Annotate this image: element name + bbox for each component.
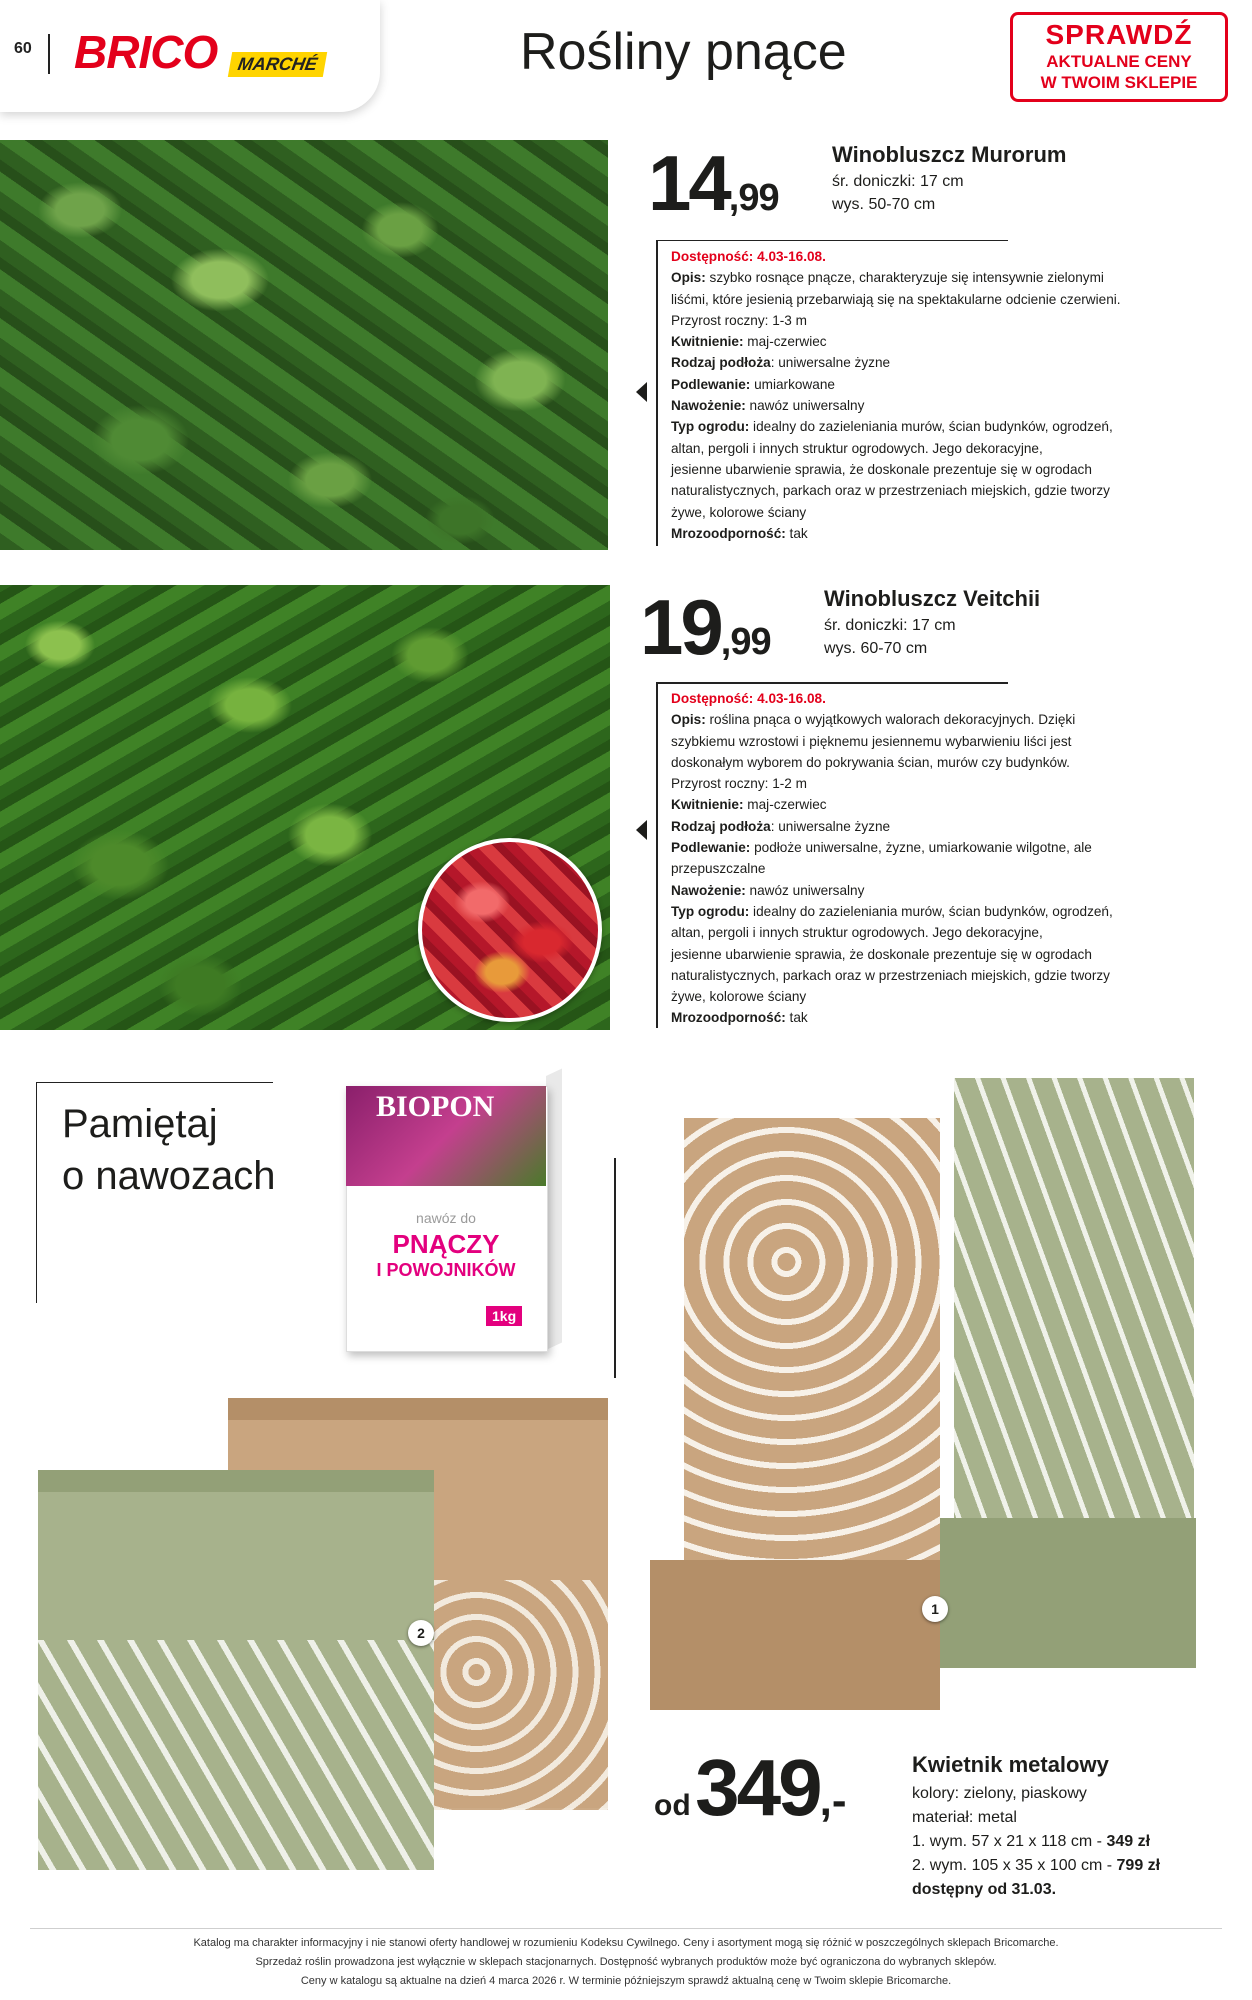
product-height: wys. 50-70 cm [832, 196, 936, 213]
remember-heading [62, 1098, 275, 1202]
brico-marche-logo [74, 22, 344, 82]
description-text: jesienne ubarwienie sprawia, że doskonale prezentuje się w ogrodach [671, 946, 1092, 962]
green-planter-pattern [38, 1640, 434, 1870]
variant-2-dimensions: 2. wym. 105 x 35 x 100 cm - [912, 1857, 1117, 1874]
description-lines [671, 709, 1231, 1028]
description-text: żywe, kolorowe ściany [671, 989, 807, 1005]
page-title: Rośliny pnące [520, 23, 847, 81]
autumn-leaves-inset-photo [418, 838, 602, 1022]
footer-line-3: Ceny w katalogu są aktualne na dzień 4 marca 2026 r. W terminie późniejszym sprawdź aktualną cenę w Twoim sklepie Bricomarche. [300, 1975, 952, 1987]
description-text: przepuszczalne [671, 861, 766, 877]
description-line [671, 773, 1231, 794]
footer-divider [30, 1928, 1222, 1929]
description-label: Podlewanie: [671, 376, 751, 392]
description-text: Przyrost roczny: 1-3 m [671, 312, 807, 328]
remember-line1: Pamiętaj [62, 1102, 218, 1146]
description-text: maj-czerwiec [743, 797, 827, 813]
product-price [640, 582, 771, 673]
description-line [671, 709, 1231, 730]
description-text: roślina pnąca o wyjątkowych walorach dekoracyjnych. Dzięki [705, 712, 1076, 728]
planter-price [654, 1742, 846, 1834]
description-text: podłoże uniwersalne, żyzne, umiarkowanie wilgotne, ale [750, 840, 1092, 856]
description-line [671, 1007, 1231, 1028]
description-line [671, 395, 1231, 416]
package-side [546, 1069, 562, 1350]
desc-top-rule [656, 240, 1008, 244]
remember-right-rule [614, 1158, 616, 1378]
desc-left-rule [656, 240, 658, 546]
description-line [671, 752, 1231, 773]
green-trellis-planter [940, 1518, 1196, 1668]
description-line [671, 374, 1231, 395]
price-integer: 19 [640, 583, 721, 671]
package-brand: BIOPON [376, 1090, 495, 1123]
description-text: liśćmi, które jesienią przebarwiają się na spektakularne odcienie czerwieni. [671, 291, 1121, 307]
package-weight: 1kg [486, 1306, 522, 1326]
pointer-arrow-icon [636, 820, 647, 840]
header-divider [48, 34, 50, 74]
footer-line-2: Sprzedaż roślin prowadzona jest wyłącznie w sklepach stacjonarnych. Dostępność wybranych produktów może być ograniczona do wybranych sklepów. [255, 1956, 997, 1968]
package-subtitle: nawóz do [416, 1210, 476, 1226]
description-line [671, 731, 1231, 752]
description-line [671, 459, 1231, 480]
description-text: doskonałym wyborem do pokrywania ścian, murów czy budynków. [671, 754, 1070, 770]
product-height: wys. 60-70 cm [824, 640, 928, 657]
description-lines [671, 267, 1231, 544]
pointer-arrow-icon [636, 382, 647, 402]
green-planter-rim [38, 1470, 434, 1492]
planter-variant-2 [912, 1854, 1160, 1878]
availability-text: Dostępność: 4.03-16.08. [671, 249, 826, 264]
price-integer: 14 [648, 139, 729, 227]
planter-variant-1 [912, 1830, 1160, 1854]
description-line [671, 480, 1231, 501]
desc-left-rule [656, 682, 658, 1028]
product-pot-size: śr. doniczki: 17 cm [824, 617, 956, 634]
variant-2-price: 799 zł [1116, 1857, 1161, 1874]
planter-availability: dostępny od 31.03. [912, 1881, 1057, 1898]
description-text: szybkiemu wzrostowi i pięknemu jesiennemu wybarwieniu liści jest [671, 733, 1072, 749]
description-label: Typ ogrodu: [671, 419, 750, 435]
description-text: : uniwersalne żyzne [770, 355, 891, 371]
description-text: maj-czerwiec [743, 334, 827, 350]
description-text: nawóz uniwersalny [745, 882, 865, 898]
description-label: Rodzaj podłoża [671, 355, 771, 371]
description-line [671, 267, 1231, 288]
logo-brico-text: BRICO [74, 26, 218, 78]
planter-colors: kolory: zielony, piaskowy [912, 1785, 1087, 1802]
description-line [671, 794, 1231, 815]
description-text: tak [785, 525, 808, 541]
price-decimal: ,99 [720, 621, 771, 663]
description-text: altan, pergoli i innych struktur ogrodowych. Jego dekoracyjne, [671, 925, 1043, 941]
description-line [671, 310, 1231, 331]
price-prefix: od [654, 1789, 691, 1822]
price-decimal: ,99 [728, 177, 779, 219]
planter-specs [912, 1782, 1160, 1902]
description-label: Opis: [671, 270, 706, 286]
description-label: Opis: [671, 712, 706, 728]
sand-planter-rim [228, 1398, 608, 1420]
description-text: nawóz uniwersalny [745, 398, 865, 414]
description-line [671, 502, 1231, 523]
product-name: Winobluszcz Veitchii [824, 586, 1041, 611]
description-text: tak [785, 1010, 808, 1026]
description-text: idealny do zazieleniania murów, ścian budynków, ogrodzeń, [749, 903, 1113, 919]
product-description [671, 246, 1231, 544]
product-description [671, 688, 1231, 1029]
description-text: Przyrost roczny: 1-2 m [671, 776, 807, 792]
product-pot-size: śr. doniczki: 17 cm [832, 173, 964, 190]
check-prices-line2: AKTUALNE CENY [1046, 52, 1192, 71]
description-line [671, 965, 1231, 986]
murorum-leaves-photo [0, 140, 608, 550]
description-label: Nawożenie: [671, 398, 746, 414]
description-text: żywe, kolorowe ściany [671, 504, 807, 520]
product-price [648, 138, 779, 229]
variant-1-dimensions: 1. wym. 57 x 21 x 118 cm - [912, 1833, 1107, 1850]
footer-disclaimer [30, 1934, 1222, 1991]
availability-text: Dostępność: 4.03-16.08. [671, 691, 826, 706]
description-line [671, 523, 1231, 544]
description-line [671, 858, 1231, 879]
description-text: szybko rosnące pnącze, charakteryzuje się intensywnie zielonymi [705, 270, 1104, 286]
footer-line-1: Katalog ma charakter informacyjny i nie stanowi oferty handlowej w rozumieniu Kodeksu Cywilnego. Ceny i asortyment mogą się różnić w poszczególnych sklepach Bricomarche. [193, 1937, 1059, 1949]
description-label: Nawożenie: [671, 882, 746, 898]
planter-name: Kwietnik metalowy [912, 1752, 1109, 1777]
product-name: Winobluszcz Murorum [832, 142, 1067, 167]
fertilizer-package [346, 1070, 546, 1350]
description-text: jesienne ubarwienie sprawia, że doskonale prezentuje się w ogrodach [671, 461, 1092, 477]
remember-line2: o nawozach [62, 1154, 276, 1198]
description-label: Mrozoodporność: [671, 1010, 786, 1026]
planter-material: materiał: metal [912, 1809, 1017, 1826]
description-line [671, 922, 1231, 943]
description-text: : uniwersalne żyzne [770, 818, 891, 834]
description-label: Kwitnienie: [671, 334, 744, 350]
green-trellis-panel [954, 1078, 1194, 1538]
sand-planter-pattern [420, 1580, 608, 1810]
description-line [671, 416, 1231, 437]
description-line [671, 944, 1231, 965]
description-line [671, 816, 1231, 837]
description-line [671, 331, 1231, 352]
description-line [671, 986, 1231, 1007]
price-integer: 349 [695, 1743, 820, 1832]
description-text: naturalistycznych, parkach oraz w przestrzeniach miejskich, gdzie tworzy [671, 967, 1110, 983]
variant-badge-2: 2 [408, 1620, 434, 1646]
package-title: PNĄCZY [392, 1229, 500, 1259]
sand-trellis-panel [684, 1118, 940, 1598]
check-prices-line1: SPRAWDŹ [1045, 19, 1193, 50]
description-line [671, 901, 1231, 922]
description-label: Mrozoodporność: [671, 525, 786, 541]
logo-marche-text: MARCHÉ [228, 52, 327, 77]
check-prices-line3: W TWOIM SKLEPIE [1040, 73, 1198, 92]
description-line [671, 837, 1231, 858]
description-label: Kwitnienie: [671, 797, 744, 813]
price-decimal: ,- [819, 1776, 847, 1825]
sand-trellis-planter [650, 1560, 940, 1710]
description-line [671, 352, 1231, 373]
page-number: 60 [14, 40, 32, 57]
package-title-2: I POWOJNIKÓW [376, 1260, 516, 1280]
description-line [671, 438, 1231, 459]
description-line [671, 880, 1231, 901]
description-text: idealny do zazieleniania murów, ścian budynków, ogrodzeń, [749, 419, 1113, 435]
check-prices-badge [1010, 12, 1228, 102]
description-text: naturalistycznych, parkach oraz w przestrzeniach miejskich, gdzie tworzy [671, 483, 1110, 499]
description-text: umiarkowane [750, 376, 835, 392]
variant-badge-1: 1 [922, 1596, 948, 1622]
description-text: altan, pergoli i innych struktur ogrodowych. Jego dekoracyjne, [671, 440, 1043, 456]
description-line [671, 289, 1231, 310]
description-label: Rodzaj podłoża [671, 818, 771, 834]
description-label: Podlewanie: [671, 840, 751, 856]
variant-1-price: 349 zł [1106, 1833, 1151, 1850]
description-label: Typ ogrodu: [671, 903, 750, 919]
desc-top-rule [656, 682, 1008, 684]
